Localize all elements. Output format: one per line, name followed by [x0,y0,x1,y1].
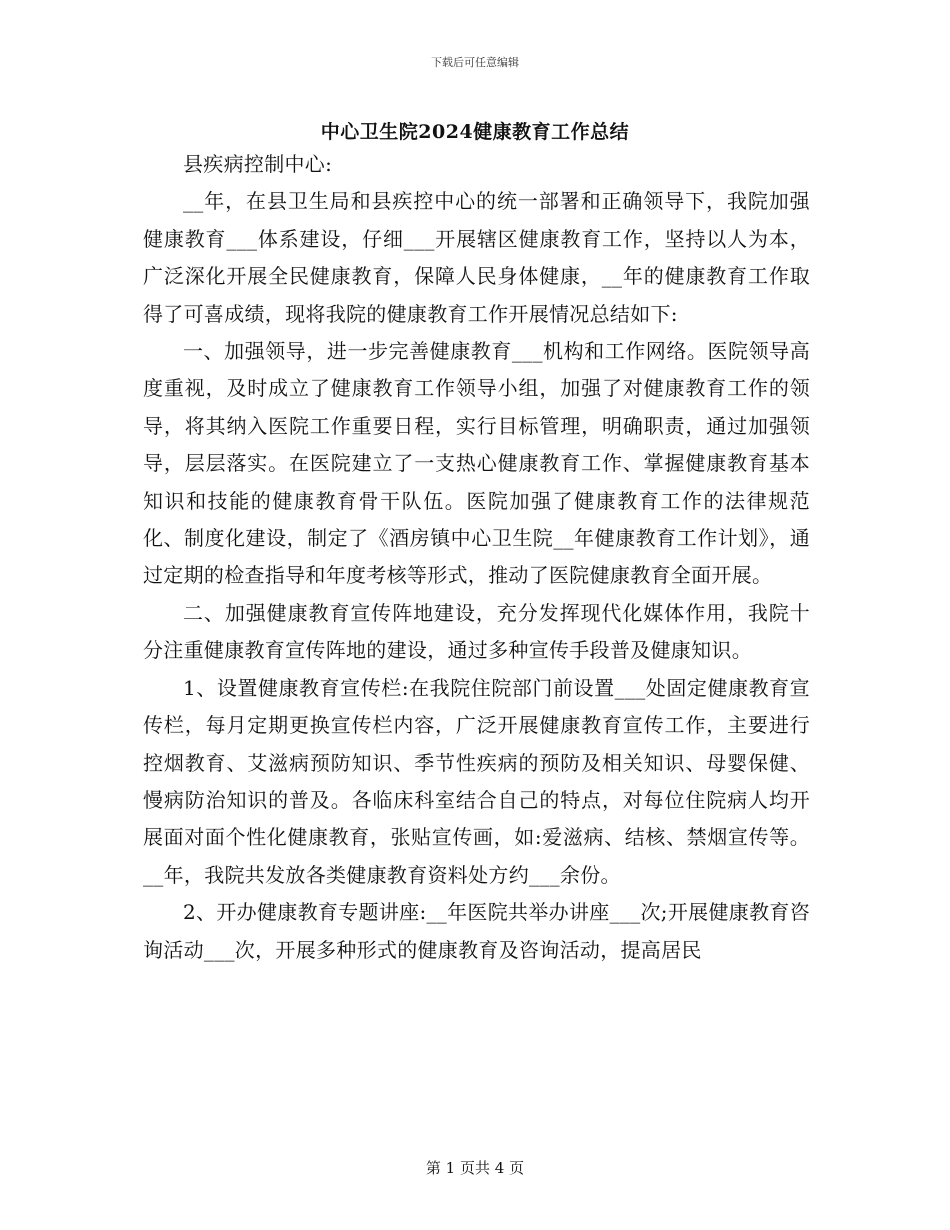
header-note: 下载后可任意编辑 [431,56,519,69]
document-body [143,146,810,969]
section-one-paragraph: 一、加强领导，进一步完善健康教育___机构和工作网络。医院领导高度重视，及时成立了健康教育工作领导小组，加强了对健康教育工作的领导，将其纳入医院工作重要日程，实行目标管理，明确职责，通过加强领导，层层落实。在医院建立了一支热心健康教育工作、掌握健康教育基本知识和技能的健康教育骨干队伍。医院加强了健康教育工作的法律规范化、制度化建设，制定了《酒房镇中心卫生院__年健康教育工作计划》，通过定期的检查指导和年度考核等形式，推动了医院健康教育全面开展。 [143,339,810,588]
item-one-paragraph: 1、设置健康教育宣传栏:在我院住院部门前设置___处固定健康教育宣传栏，每月定期更换宣传栏内容，广泛开展健康教育宣传工作，主要进行控烟教育、艾滋病预防知识、季节性疾病的预防及相关知识、母婴保健、慢病防治知识的普及。各临床科室结合自己的特点，对每位住院病人均开展面对面个性化健康教育，张贴宣传画，如:爱滋病、结核、禁烟宣传等。__年，我院共发放各类健康教育资料处方约___余份。 [143,675,810,887]
item-two-paragraph: 2、开办健康教育专题讲座:__年医院共举办讲座___次;开展健康教育咨询活动___次，开展多种形式的健康教育及咨询活动，提高居民 [143,900,810,962]
intro-paragraph: __年，在县卫生局和县疾控中心的统一部署和正确领导下，我院加强健康教育___体系建设，仔细___开展辖区健康教育工作，坚持以人为本，广泛深化开展全民健康教育，保障人民身体健康，__年的健康教育工作取得了可喜成绩，现将我院的健康教育工作开展情况总结如下: [143,189,810,326]
document-title: 中心卫生院2024健康教育工作总结 [320,121,630,143]
section-two-paragraph: 二、加强健康教育宣传阵地建设，充分发挥现代化媒体作用，我院十分注重健康教育宣传阵地的建设，通过多种宣传手段普及健康知识。 [143,600,810,663]
salutation-paragraph: 县疾病控制中心: [183,152,333,176]
page-number-footer: 第 1 页共 4 页 [425,1159,525,1177]
